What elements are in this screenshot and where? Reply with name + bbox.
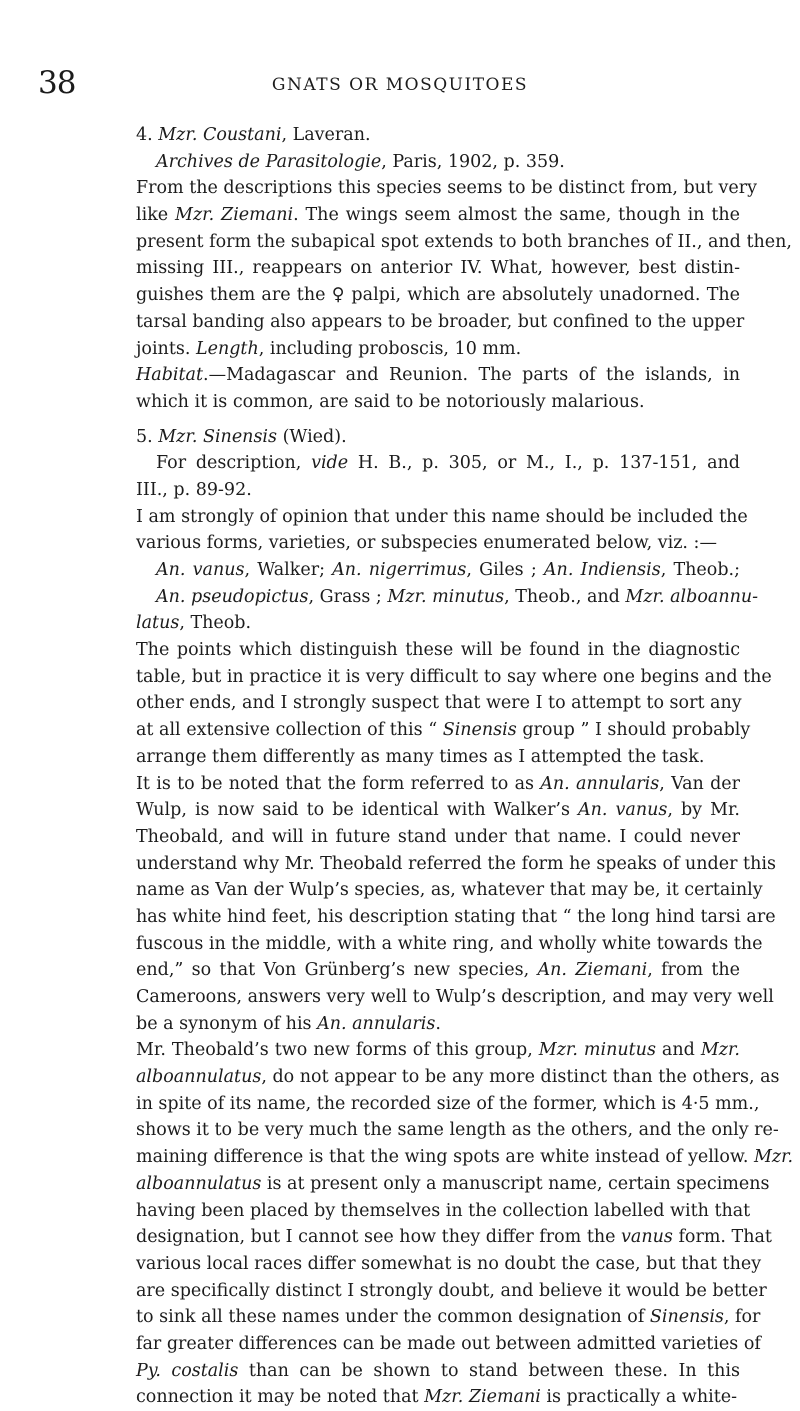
italic-text-segment: latus [136, 613, 180, 634]
text-line [136, 504, 748, 531]
text-segment: , Theob. [179, 613, 252, 634]
text-segment: 5. [136, 426, 159, 447]
text-segment: which it is common, are said to be notoriously malarious. [136, 391, 645, 412]
text-segment: to sink all these names under the common designation of [136, 1307, 650, 1328]
italic-text-segment: Sinensis [649, 1307, 724, 1328]
text-segment: Mr. Theobald’s two new forms of this group, [136, 1040, 539, 1061]
italic-text-segment: Mzr. Sinensis [158, 426, 278, 447]
text-segment: is practically a white- [540, 1387, 738, 1408]
text-segment: having been placed by themselves in the collection labelled with that [136, 1200, 751, 1221]
text-segment: From the descriptions this species seems to be distinct from, but very [136, 178, 758, 199]
text-segment: name as Van der Wulp’s species, as, whatever that may be, it certainly [136, 880, 763, 901]
text-line [136, 1224, 772, 1251]
italic-text-segment: vanus [621, 1227, 673, 1248]
text-segment: . [435, 1013, 441, 1034]
text-segment: group ” I should probably [516, 720, 751, 741]
text-segment: arrange them differently as many times as I attempted the task. [136, 746, 705, 767]
text-line [136, 362, 740, 389]
text-line [136, 717, 751, 744]
text-segment: Theobald, and will in future stand under that name. I could never [136, 826, 740, 847]
text-segment: present form the subapical spot extends to both branches of II., and then, [136, 231, 792, 252]
text-line [136, 744, 740, 771]
text-line [136, 984, 774, 1011]
italic-text-segment: Mzr. minutus [538, 1040, 656, 1061]
text-line [136, 1171, 770, 1198]
text-segment: at all extensive collection of this “ [136, 720, 443, 741]
text-segment: , Theob.; [660, 560, 740, 580]
text-segment: table, but in practice it is very difficult to say where one begins and the [136, 666, 772, 687]
text-segment: The points which distinguish these will be found in the diagnostic [136, 640, 740, 661]
text-line [136, 530, 740, 557]
page-number: 38 [38, 65, 76, 101]
text-segment: , by Mr. [667, 800, 740, 821]
text-line [136, 1358, 740, 1385]
italic-text-segment: An. nigerrimus [332, 560, 467, 580]
text-segment: in spite of its name, the recorded size of the former, which is 4·5 mm., [136, 1093, 760, 1114]
italic-text-segment: An. vanus [156, 560, 245, 580]
text-segment: like [136, 205, 176, 226]
text-segment: other ends, and I strongly suspect that were I to attempt to sort any [136, 693, 742, 714]
text-segment: , Grass ; [308, 586, 388, 607]
italic-text-segment: Mzr. [753, 1147, 794, 1168]
text-segment: fuscous in the middle, with a white ring, and wholly white towards the [136, 933, 763, 954]
text-line [136, 851, 776, 878]
text-segment: designation, but I cannot see how they differ from the [136, 1227, 622, 1248]
text-segment: 4. [136, 125, 159, 145]
text-segment: , from the [647, 960, 740, 981]
italic-text-segment: An. vanus [578, 800, 668, 821]
italic-text-segment: vide [311, 453, 349, 474]
text-segment: (Wied). [277, 426, 347, 447]
italic-text-segment: alboannulatus [136, 1173, 262, 1194]
text-segment: various forms, varieties, or subspecies enumerated below, viz. :— [136, 533, 717, 554]
text-line [136, 931, 763, 958]
text-line [136, 664, 772, 691]
text-segment: understand why Mr. Theobald referred the form he speaks of under this [136, 853, 776, 874]
text-line [136, 1198, 751, 1225]
text-segment: , do not appear to be any more distinct than the others, as [261, 1067, 780, 1088]
text-segment: joints. [136, 338, 196, 359]
text-line [136, 1091, 760, 1118]
text-line [136, 771, 740, 798]
text-line [136, 450, 740, 477]
text-line [136, 477, 740, 504]
italic-text-segment: Mzr. Coustani [158, 125, 282, 145]
text-line [136, 1304, 761, 1331]
text-line [136, 149, 740, 176]
text-segment: than can be shown to stand between these. In this [238, 1360, 741, 1381]
italic-text-segment: Mzr. [700, 1040, 740, 1061]
italic-text-segment: Mzr. Ziemani [424, 1387, 541, 1408]
text-line [136, 824, 740, 851]
italic-text-segment: Mzr. minutus [387, 586, 505, 607]
text-segment: end,” so that Von Grünberg’s new species, [136, 960, 538, 981]
text-segment: various local races differ somewhat is no doubt the case, but that they [136, 1253, 762, 1274]
text-line [136, 1384, 740, 1411]
text-line [136, 229, 792, 256]
italic-text-segment: Habitat [136, 365, 203, 386]
text-line [136, 336, 740, 363]
text-segment: shows it to be very much the same length as the others, and the only re- [136, 1120, 779, 1141]
text-segment: has white hind feet, his description stating that “ the long hind tarsi are [136, 906, 776, 927]
text-segment: For description, [156, 453, 312, 474]
text-segment: connection it may be noted that [136, 1387, 425, 1408]
text-segment: , Walker; [244, 560, 333, 580]
text-line [136, 557, 740, 584]
text-line [136, 690, 740, 717]
text-line [136, 202, 740, 229]
italic-text-segment: An. Ziemani [537, 960, 648, 981]
text-line [136, 1117, 779, 1144]
text-segment: It is to be noted that the form referred to as [136, 773, 541, 794]
text-segment: III., p. 89-92. [136, 479, 252, 500]
italic-text-segment: Py. costalis [136, 1360, 239, 1381]
italic-text-segment: alboannulatus [136, 1067, 262, 1088]
text-segment: maining difference is that the wing spots are white instead of yellow. [136, 1147, 754, 1168]
text-segment: form. That [672, 1227, 772, 1248]
text-line [136, 1251, 762, 1278]
text-line [136, 309, 745, 336]
text-line [136, 610, 740, 637]
text-segment: guishes them are the ♀ palpi, which are absolutely unadorned. The [136, 285, 740, 306]
text-line [136, 637, 740, 664]
text-segment: I am strongly of opinion that under this name should be included the [136, 506, 748, 527]
text-line [136, 424, 740, 451]
running-title: GNATS OR MOSQUITOES [271, 75, 529, 95]
italic-text-segment: An. annularis [540, 773, 660, 794]
text-segment: , Theob., and [504, 586, 626, 607]
text-segment: tarsal banding also appears to be broader, but confined to the upper [136, 311, 745, 332]
text-line [136, 1278, 767, 1305]
text-line [136, 122, 740, 149]
text-segment: far greater differences can be made out between admitted varieties of [136, 1333, 761, 1354]
page-header [0, 66, 800, 100]
text-line [136, 1144, 794, 1171]
text-segment: . The wings seem almost the same, though in the [293, 205, 740, 226]
text-line [136, 255, 740, 282]
text-line [136, 1331, 761, 1358]
text-segment: be a synonym of his [136, 1013, 318, 1034]
text-segment: .—Madagascar and Reunion. The parts of the islands, in [203, 365, 740, 386]
text-line [136, 282, 740, 309]
text-segment: H. B., p. 305, or M., I., p. 137-151, and [348, 453, 740, 474]
text-line [136, 584, 759, 611]
text-line [136, 957, 740, 984]
italic-text-segment: An. annularis [317, 1013, 436, 1034]
text-segment: , for [723, 1307, 761, 1328]
text-segment: Cameroons, answers very well to Wulp’s description, and may very well [136, 987, 774, 1007]
text-segment: , Paris, 1902, p. 359. [381, 151, 565, 172]
text-segment: Wulp, is now said to be identical with Walker’s [136, 800, 579, 821]
text-segment: , including proboscis, 10 mm. [258, 338, 522, 359]
italic-text-segment: An. pseudopictus [156, 586, 309, 607]
text-segment: is at present only a manuscript name, certain specimens [261, 1173, 770, 1194]
text-segment: are specifically distinct I strongly doubt, and believe it would be better [136, 1280, 767, 1301]
text-line [136, 1037, 740, 1064]
text-line [136, 877, 763, 904]
italic-text-segment: Archives de Parasitologie [156, 151, 382, 172]
italic-text-segment: Mzr. alboannu- [625, 586, 759, 607]
text-line [136, 389, 740, 416]
italic-text-segment: Length [195, 338, 259, 359]
text-line [136, 904, 776, 931]
text-line [136, 1011, 740, 1038]
text-segment: , Van der [659, 773, 740, 794]
italic-text-segment: Sinensis [442, 720, 517, 741]
italic-text-segment: An. Indiensis [543, 560, 661, 580]
text-line [136, 175, 758, 202]
text-line [136, 1064, 780, 1091]
body-text [136, 122, 794, 1411]
text-segment: and [655, 1040, 701, 1061]
text-segment: missing III., reappears on anterior IV. What, however, best distin- [136, 258, 740, 279]
text-segment: , Laveran. [281, 125, 371, 145]
text-segment: , Giles ; [466, 560, 544, 580]
text-line [136, 797, 740, 824]
italic-text-segment: Mzr. Ziemani [175, 205, 294, 226]
